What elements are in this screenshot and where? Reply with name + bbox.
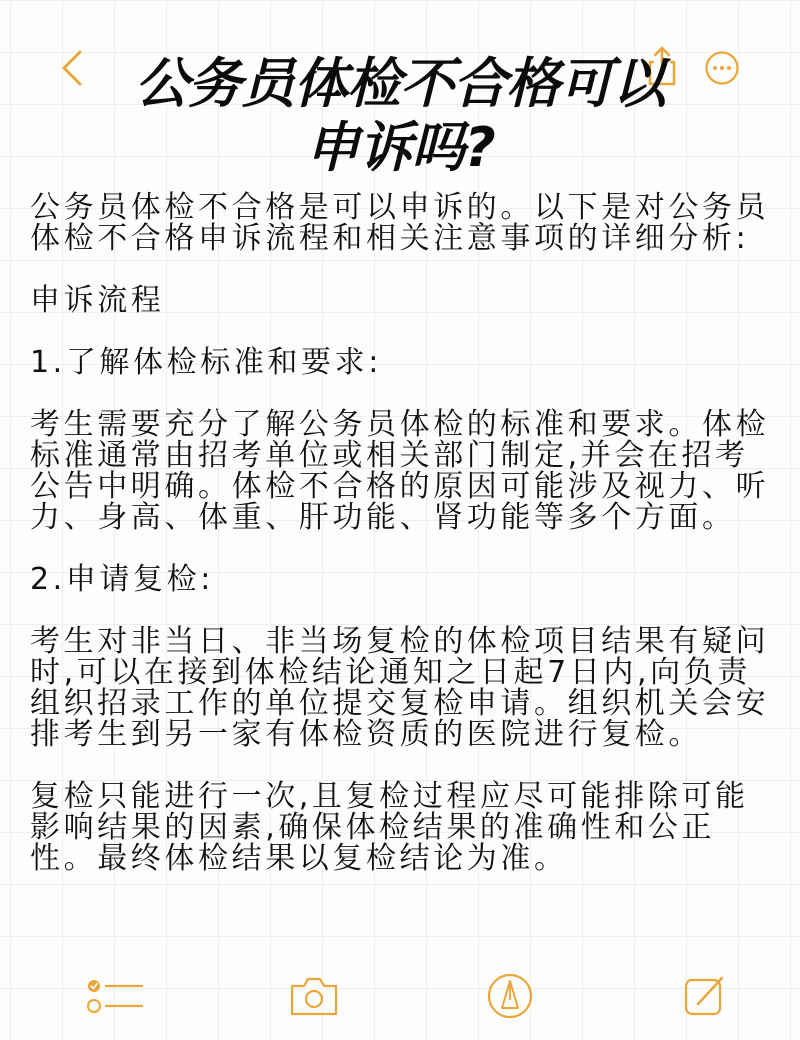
pen-icon[interactable]	[480, 972, 540, 1020]
checklist-icon[interactable]	[84, 972, 144, 1020]
step-1-heading: 1.了解体检标准和要求:	[30, 345, 382, 380]
section-heading: 申诉流程	[30, 283, 165, 318]
step-1-paragraph: 考生需要充分了解公务员体检的标准和要求。体检标准通常由招考单位或相关部门制定,并会在招考公告中明确。体检不合格的原因可能涉及视力、听力、身高、体重、肝功能、肾功能等多个方面。	[30, 407, 770, 535]
title-line-1: 公务员体检不合格可以	[135, 52, 665, 115]
recheck-paragraph: 复检只能进行一次,且复检过程应尽可能排除可能影响结果的因素,确保体检结果的准确性和公正性。最终体检结果以复检结论为准。	[30, 779, 749, 876]
page-title	[40, 52, 760, 180]
intro-paragraph: 公务员体检不合格是可以申诉的。以下是对公务员体检不合格申诉流程和相关注意事项的详细分析:	[30, 190, 770, 256]
note-body	[30, 192, 778, 905]
title-line-2: 申诉吗?	[305, 116, 495, 179]
camera-icon[interactable]	[284, 972, 344, 1020]
step-2-heading: 2.申请复检:	[30, 562, 214, 597]
step-2-paragraph: 考生对非当日、非当场复检的体检项目结果有疑问时,可以在接到体检结论通知之日起7日内,向负责组织招录工作的单位提交复检申请。组织机关会安排考生到另一家有体检资质的医院进行复检。	[30, 624, 770, 752]
edit-icon[interactable]	[676, 972, 736, 1020]
